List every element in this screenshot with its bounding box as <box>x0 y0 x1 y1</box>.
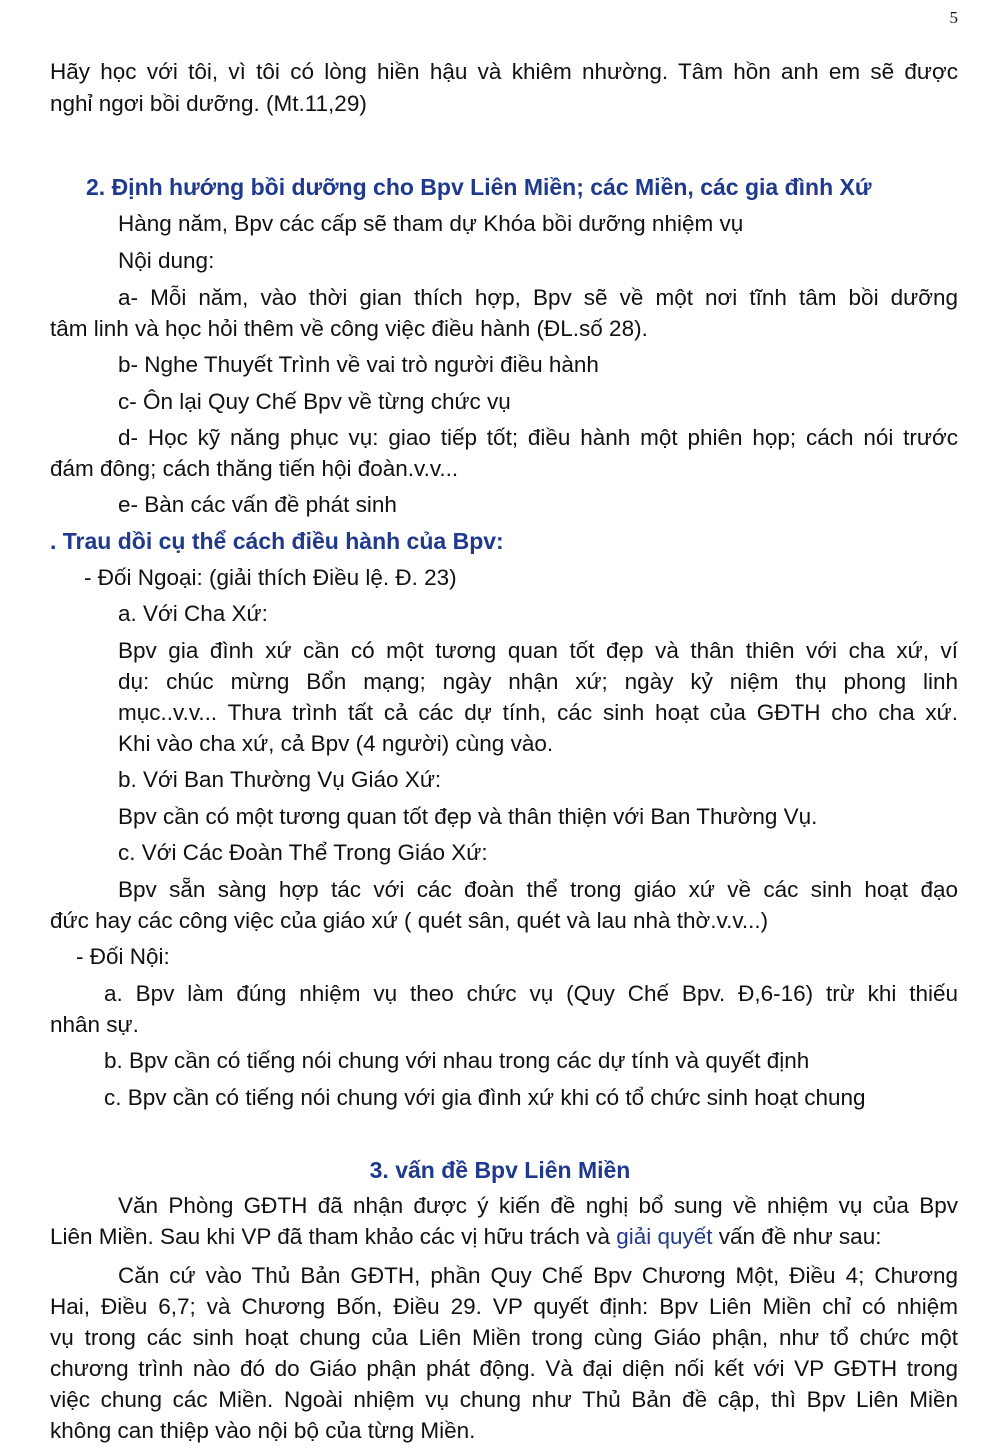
quote-line-1: Hãy học với tôi, vì tôi có lòng hiền hậu và khiêm nhường. Tâm hồn anh em sẽ được <box>50 59 958 84</box>
paragraph-line: nhân sự. <box>50 1012 139 1037</box>
paragraph-line: tâm linh và học hỏi thêm về công việc điều hành (ĐL.số 28). <box>50 316 648 341</box>
paragraph-line: - Đối Ngoại: (giải thích Điều lệ. Đ. 23) <box>84 565 457 590</box>
paragraph-line: Bpv gia đình xứ cần có một tương quan tốt đẹp và thân thiên với cha xứ, ví <box>118 638 958 663</box>
paragraph-line: dụ: chúc mừng Bổn mạng; ngày nhận xứ; ngày kỷ niệm thụ phong linh <box>118 669 958 694</box>
page-number: 5 <box>949 8 958 27</box>
paragraph-line: đức hay các công việc của giáo xứ ( quét sân, quét và lau nhà thờ.v.v...) <box>50 908 769 933</box>
subsection-heading: . Trau dồi cụ thể cách điều hành của Bpv: <box>50 528 504 554</box>
section-2-heading: 2. Định hướng bồi dưỡng cho Bpv Liên Miền; các Miền, các gia đình Xứ <box>86 174 872 200</box>
paragraph-line: mục..v.v... Thưa trình tất cả các dự tính, các sinh hoạt của GĐTH cho cha xứ. <box>118 700 958 725</box>
paragraph-line: Hàng năm, Bpv các cấp sẽ tham dự Khóa bồi dưỡng nhiệm vụ <box>118 211 744 236</box>
paragraph-line: không can thiệp vào nội bộ của từng Miền. <box>50 1418 476 1443</box>
paragraph-line: Văn Phòng GĐTH đã nhận được ý kiến đề nghị bổ sung về nhiệm vụ của Bpv <box>118 1193 958 1218</box>
paragraph-line: chương trình nào đó do Giáo phận phát động. Và đại diện nối kết với VP GĐTH trong <box>50 1356 958 1381</box>
paragraph-line: Khi vào cha xứ, cả Bpv (4 người) cùng vào. <box>118 731 554 756</box>
paragraph-line: a- Mỗi năm, vào thời gian thích hợp, Bpv sẽ về một nơi tĩnh tâm bồi dưỡng <box>118 285 958 310</box>
paragraph-line: Căn cứ vào Thủ Bản GĐTH, phần Quy Chế Bpv Chương Một, Điều 4; Chương <box>118 1263 958 1288</box>
paragraph-line: c. Bpv cần có tiếng nói chung với gia đình xứ khi có tổ chức sinh hoạt chung <box>104 1085 866 1110</box>
paragraph-line: c- Ôn lại Quy Chế Bpv về từng chức vụ <box>118 389 511 414</box>
highlighted-text: giải quyết <box>616 1224 713 1249</box>
quote-line-2: nghỉ ngơi bồi dưỡng. (Mt.11,29) <box>50 91 367 116</box>
paragraph-line: đám đông; cách thăng tiến hội đoàn.v.v... <box>50 456 459 481</box>
paragraph-line: Bpv cần có một tương quan tốt đẹp và thân thiện với Ban Thường Vụ. <box>118 804 818 829</box>
paragraph-line: Hai, Điều 6,7; và Chương Bốn, Điều 29. VP quyết định: Bpv Liên Miền chỉ có nhiệm <box>50 1294 958 1319</box>
paragraph-line: d- Học kỹ năng phục vụ: giao tiếp tốt; điều hành một phiên họp; cách nói trước <box>118 425 958 450</box>
paragraph-text: Liên Miền. Sau khi VP đã tham khảo các vị hữu trách và <box>50 1224 617 1249</box>
paragraph-line: vụ trong các sinh hoạt chung của Liên Miền trong cùng Giáo phận, như tổ chức một <box>50 1325 958 1350</box>
paragraph-line: b. Bpv cần có tiếng nói chung với nhau trong các dự tính và quyết định <box>104 1048 810 1073</box>
paragraph-line: c. Với Các Đoàn Thể Trong Giáo Xứ: <box>118 840 488 865</box>
paragraph-line: a. Bpv làm đúng nhiệm vụ theo chức vụ (Quy Chế Bpv. Đ,6-16) trừ khi thiếu <box>104 981 958 1006</box>
paragraph-line: việc chung các Miền. Ngoài nhiệm vụ chung như Thủ Bản đề cập, thì Bpv Liên Miền <box>50 1387 958 1412</box>
section-3-heading: 3. vấn đề Bpv Liên Miền <box>369 1157 631 1183</box>
paragraph-line: Nội dung: <box>118 248 215 273</box>
paragraph-line <box>50 1222 958 1252</box>
paragraph-line: Bpv sẵn sàng hợp tác với các đoàn thể trong giáo xứ về các sinh hoạt đạo <box>118 877 958 902</box>
paragraph-line: b- Nghe Thuyết Trình về vai trò người điều hành <box>118 352 599 377</box>
paragraph-line: e- Bàn các vấn đề phát sinh <box>118 492 397 517</box>
paragraph-line: b. Với Ban Thường Vụ Giáo Xứ: <box>118 767 442 792</box>
paragraph-line: a. Với Cha Xứ: <box>118 601 268 626</box>
paragraph-line: - Đối Nội: <box>76 944 170 969</box>
paragraph-text: vấn đề như sau: <box>712 1224 882 1249</box>
